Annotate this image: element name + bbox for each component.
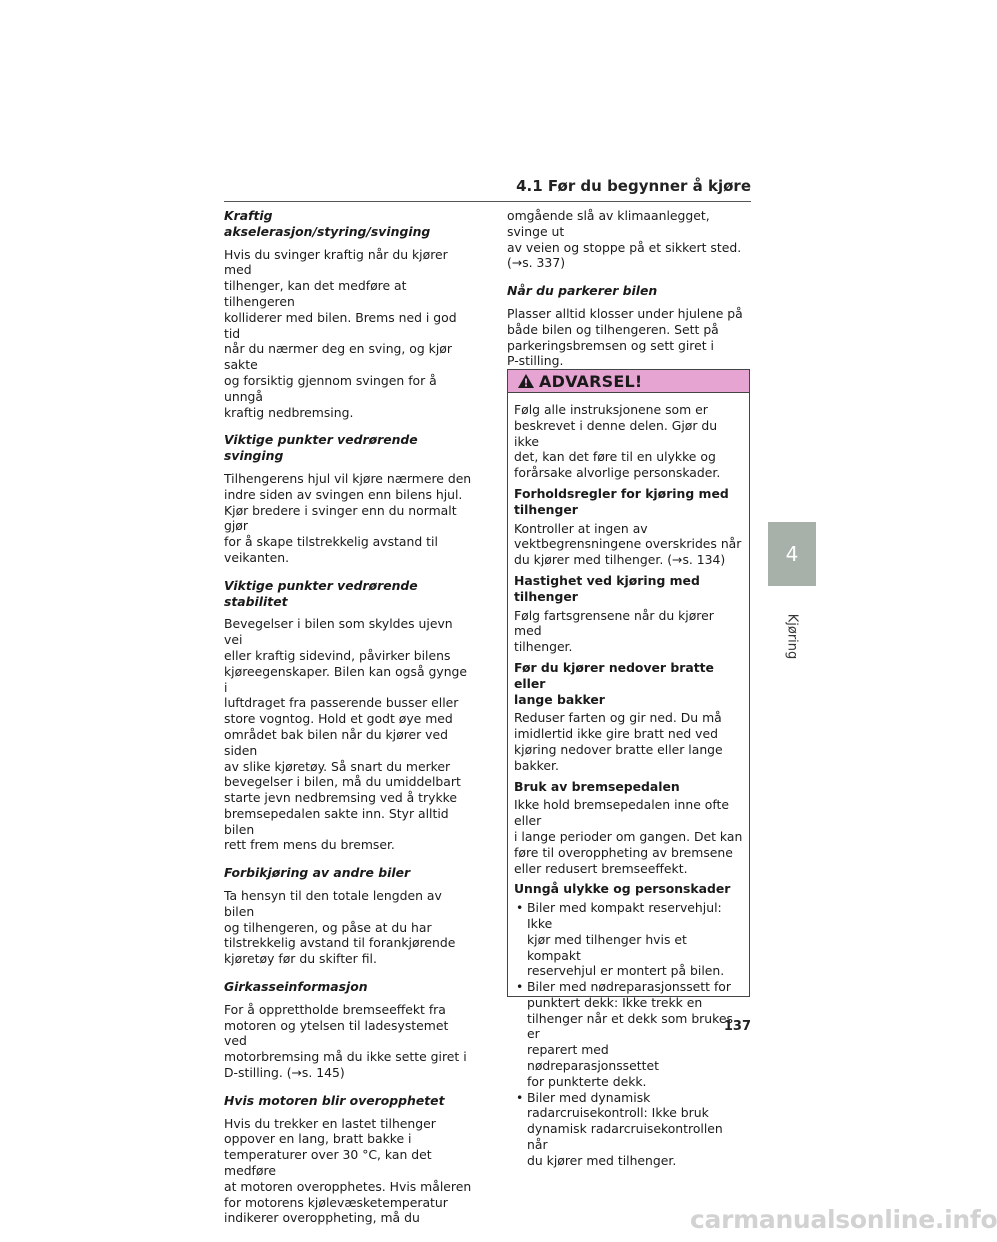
- chapter-tab: [768, 522, 816, 586]
- warning-bullet-list: [514, 900, 743, 1169]
- warning-header: [508, 370, 749, 393]
- right-column: [507, 208, 751, 381]
- paragraph: Plasser alltid klosser under hjulene på både bilen og tilhengeren. Sett på parkeringsbremsen og sett giret i P-stilling.: [507, 305, 743, 369]
- warning-title: ADVARSEL!: [539, 371, 643, 391]
- warning-triangle-icon: [517, 373, 535, 389]
- page-number: 137: [723, 1019, 751, 1034]
- warning-subheading: Før du kjører nedover bratte eller lange bakker: [514, 659, 714, 707]
- warning-paragraph: Kontroller at ingen av vektbegrensningene overskrides når du kjører med tilhenger. (→s. 134): [514, 520, 742, 568]
- left-column: [224, 208, 474, 1238]
- watermark: carmanualsonline.info: [690, 1205, 997, 1234]
- list-item: • Biler med nødreparasjonssett for punktert dekk: Ikke trekk en tilhenger når et dekk som brukes er reparert med nødreparasjonssettet for punkterte dekk.: [514, 979, 743, 1090]
- section-heading: Girkasseinformasjon: [224, 979, 368, 995]
- paragraph: Bevegelser i bilen som skyldes ujevn vei eller kraftig sidevind, påvirker bilens kjøreegenskaper. Bilen kan også gynge i luftdraget fra passerende busser eller store vogntog. Hold et godt øye med området bak bilen når du kjører ved siden av slike kjøretøy. Så snart du merker bevegelser i bilen, må du umiddelbart starte jevn nedbremsing ved å trykke bremsepedalen sakte inn. Styr alltid bilen rett frem mens du bremser.: [224, 616, 468, 853]
- section-heading: Viktige punkter vedrørende stabilitet: [224, 577, 418, 609]
- chapter-label-text: Kjøring: [784, 613, 800, 659]
- paragraph: Ta hensyn til den totale lengden av bilen og tilhengeren, og påse at du har tilstrekkelig avstand til forankjørende kjøretøy før du skifter fil.: [224, 888, 456, 967]
- warning-subheading: Unngå ulykke og personskader: [514, 881, 731, 897]
- chapter-label: [772, 606, 812, 666]
- section-heading: Viktige punkter vedrørende svinging: [224, 432, 418, 464]
- paragraph: Tilhengerens hjul vil kjøre nærmere den indre siden av svingen enn bilens hjul. Kjør bredere i svinger enn du normalt gjør for å skape tilstrekkelig avstand til veikanten.: [224, 470, 472, 565]
- warning-subheading: Forholdsregler for kjøring med tilhenger: [514, 485, 729, 517]
- chapter-number: 4: [785, 542, 799, 566]
- paragraph: For å opprettholde bremseeffekt fra motoren og ytelsen til ladesystemet ved motorbremsing må du ikke sette giret i D-stilling. (→s. 145): [224, 1001, 467, 1081]
- warning-subheading: Bruk av bremsepedalen: [514, 778, 680, 794]
- warning-body: [508, 393, 749, 1169]
- page-header: [224, 175, 751, 202]
- paragraph: Hvis du svinger kraftig når du kjører med tilhenger, kan det medføre at tilhengeren kolliderer med bilen. Brems ned i god tid når du nærmer deg en sving, og kjør sakte og forsiktig gjennom svingen for å unngå kraftig nedbremsing.: [224, 246, 457, 420]
- warning-subheading: Hastighet ved kjøring med tilhenger: [514, 572, 700, 604]
- section-heading: Forbikjøring av andre biler: [224, 865, 411, 881]
- warning-paragraph: Reduser farten og gir ned. Du må imidlertid ikke gire bratt ned ved kjøring nedover bratte eller lange bakker.: [514, 710, 723, 773]
- paragraph: Hvis du trekker en lastet tilhenger oppover en lang, bratt bakke i temperaturer over 30 °C, kan det medføre at motoren overopphetes. Hvis måleren for motorens kjølevæsketemperatur indikerer overoppheting, må du: [224, 1115, 472, 1226]
- section-heading: Hvis motoren blir overopphetet: [224, 1092, 445, 1108]
- warning-paragraph: Følg fartsgrensene når du kjører med tilhenger.: [514, 607, 714, 655]
- list-item: • Biler med dynamisk radarcruisekontroll: Ikke bruk dynamisk radarcruisekontrollen når du kjører med tilhenger.: [514, 1090, 743, 1169]
- warning-intro: Følg alle instruksjonene som er beskrevet i denne delen. Gjør du ikke det, kan det føre til en ulykke og forårsake alvorlige personskader.: [514, 402, 721, 481]
- warning-paragraph: Ikke hold bremsepedalen inne ofte eller i lange perioder om gangen. Det kan føre til overoppheting av bremsene eller redusert bremseeffekt.: [514, 797, 743, 876]
- paragraph-continuation: omgående slå av klimaanlegget, svinge ut av veien og stoppe på et sikkert sted. (→s. 337): [507, 208, 742, 271]
- section-title: 4.1 Før du begynner å kjøre: [516, 177, 751, 195]
- section-heading: Når du parkerer bilen: [507, 283, 658, 299]
- list-item: • Biler med kompakt reservehjul: Ikke kjør med tilhenger hvis et kompakt reservehjul er montert på bilen.: [514, 900, 743, 979]
- section-heading: Kraftig akselerasjon/styring/svinging: [224, 208, 431, 239]
